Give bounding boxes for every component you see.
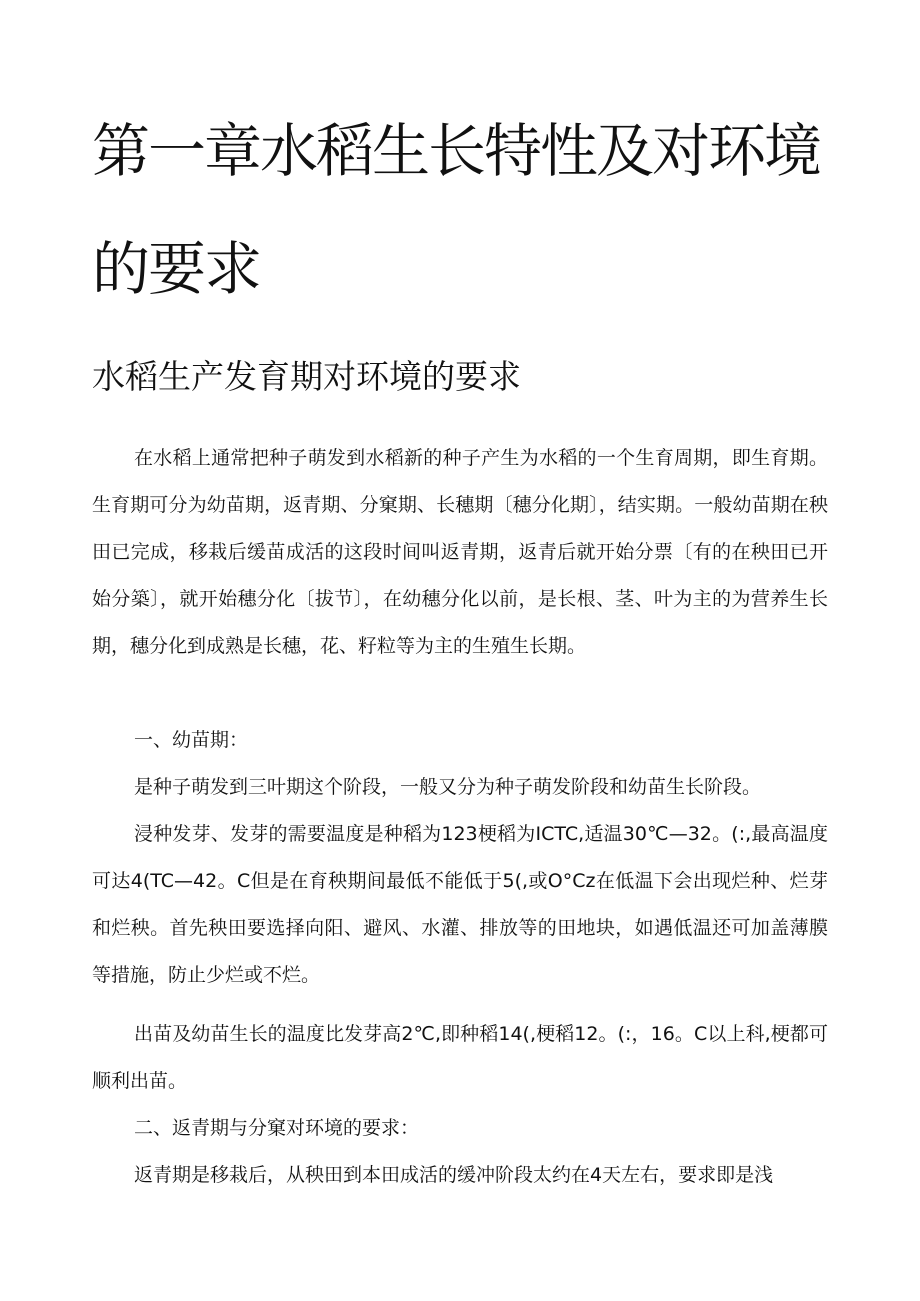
paragraph-regreening-definition: 返青期是移栽后，从秧田到本田成活的缓冲阶段太约在4天左右，要求即是浅 xyxy=(134,1164,774,1186)
intro-paragraph: 在水稻上通常把种子萌发到水稻新的种子产生为水稻的一个生育周期，即生育期。生育期可分为幼苗期，返青期、分窠期、长穗期〔穗分化期〕，结实期。一般幼苗期在秧田已完成，移栽后缓苗成活的这段时间叫返青期，返青后就开始分票〔有的在秧田已开始分築〕，就开始穗分化〔拔节〕，在幼穗分化以前，是长根、茎、叶为主的为营养生长期，穗分化到成熟是长穗，花、籽粒等为主的生殖生长期。 xyxy=(92,447,828,657)
chapter-title: 第一章水稻生长特性及对环境的要求 xyxy=(92,117,821,303)
paragraph-seedling-definition: 是种子萌发到三叶期这个阶段，一般又分为种子萌发阶段和幼苗生长阶段。 xyxy=(134,776,762,798)
paragraph-emergence-temperature: 出苗及幼苗生长的温度比发芽高2℃,即种稻14(,梗稻12。(:，16。C以上科,梗都可顺利出苗。 xyxy=(92,1023,828,1092)
heading-regreening-stage: 二、返青期与分窠对环境的要求： xyxy=(134,1117,420,1139)
paragraph-germination-temperature: 浸种发芽、发芽的需要温度是种稻为123梗稻为ICTC,适温30℃—32。(:,最高温度可达4(TC—42。C但是在育秧期间最低不能低于5(,或O°Cz在低温下会出现烂种、烂芽和烂秧。首先秧田要选择向阳、避风、水灌、排放等的田地块，如遇低温还可加盖薄膜等措施，防止少烂或不烂。 xyxy=(92,823,828,986)
section-title: 水稻生产发育期对环境的要求 xyxy=(92,357,521,396)
heading-seedling-stage: 一、幼苗期： xyxy=(134,729,249,751)
